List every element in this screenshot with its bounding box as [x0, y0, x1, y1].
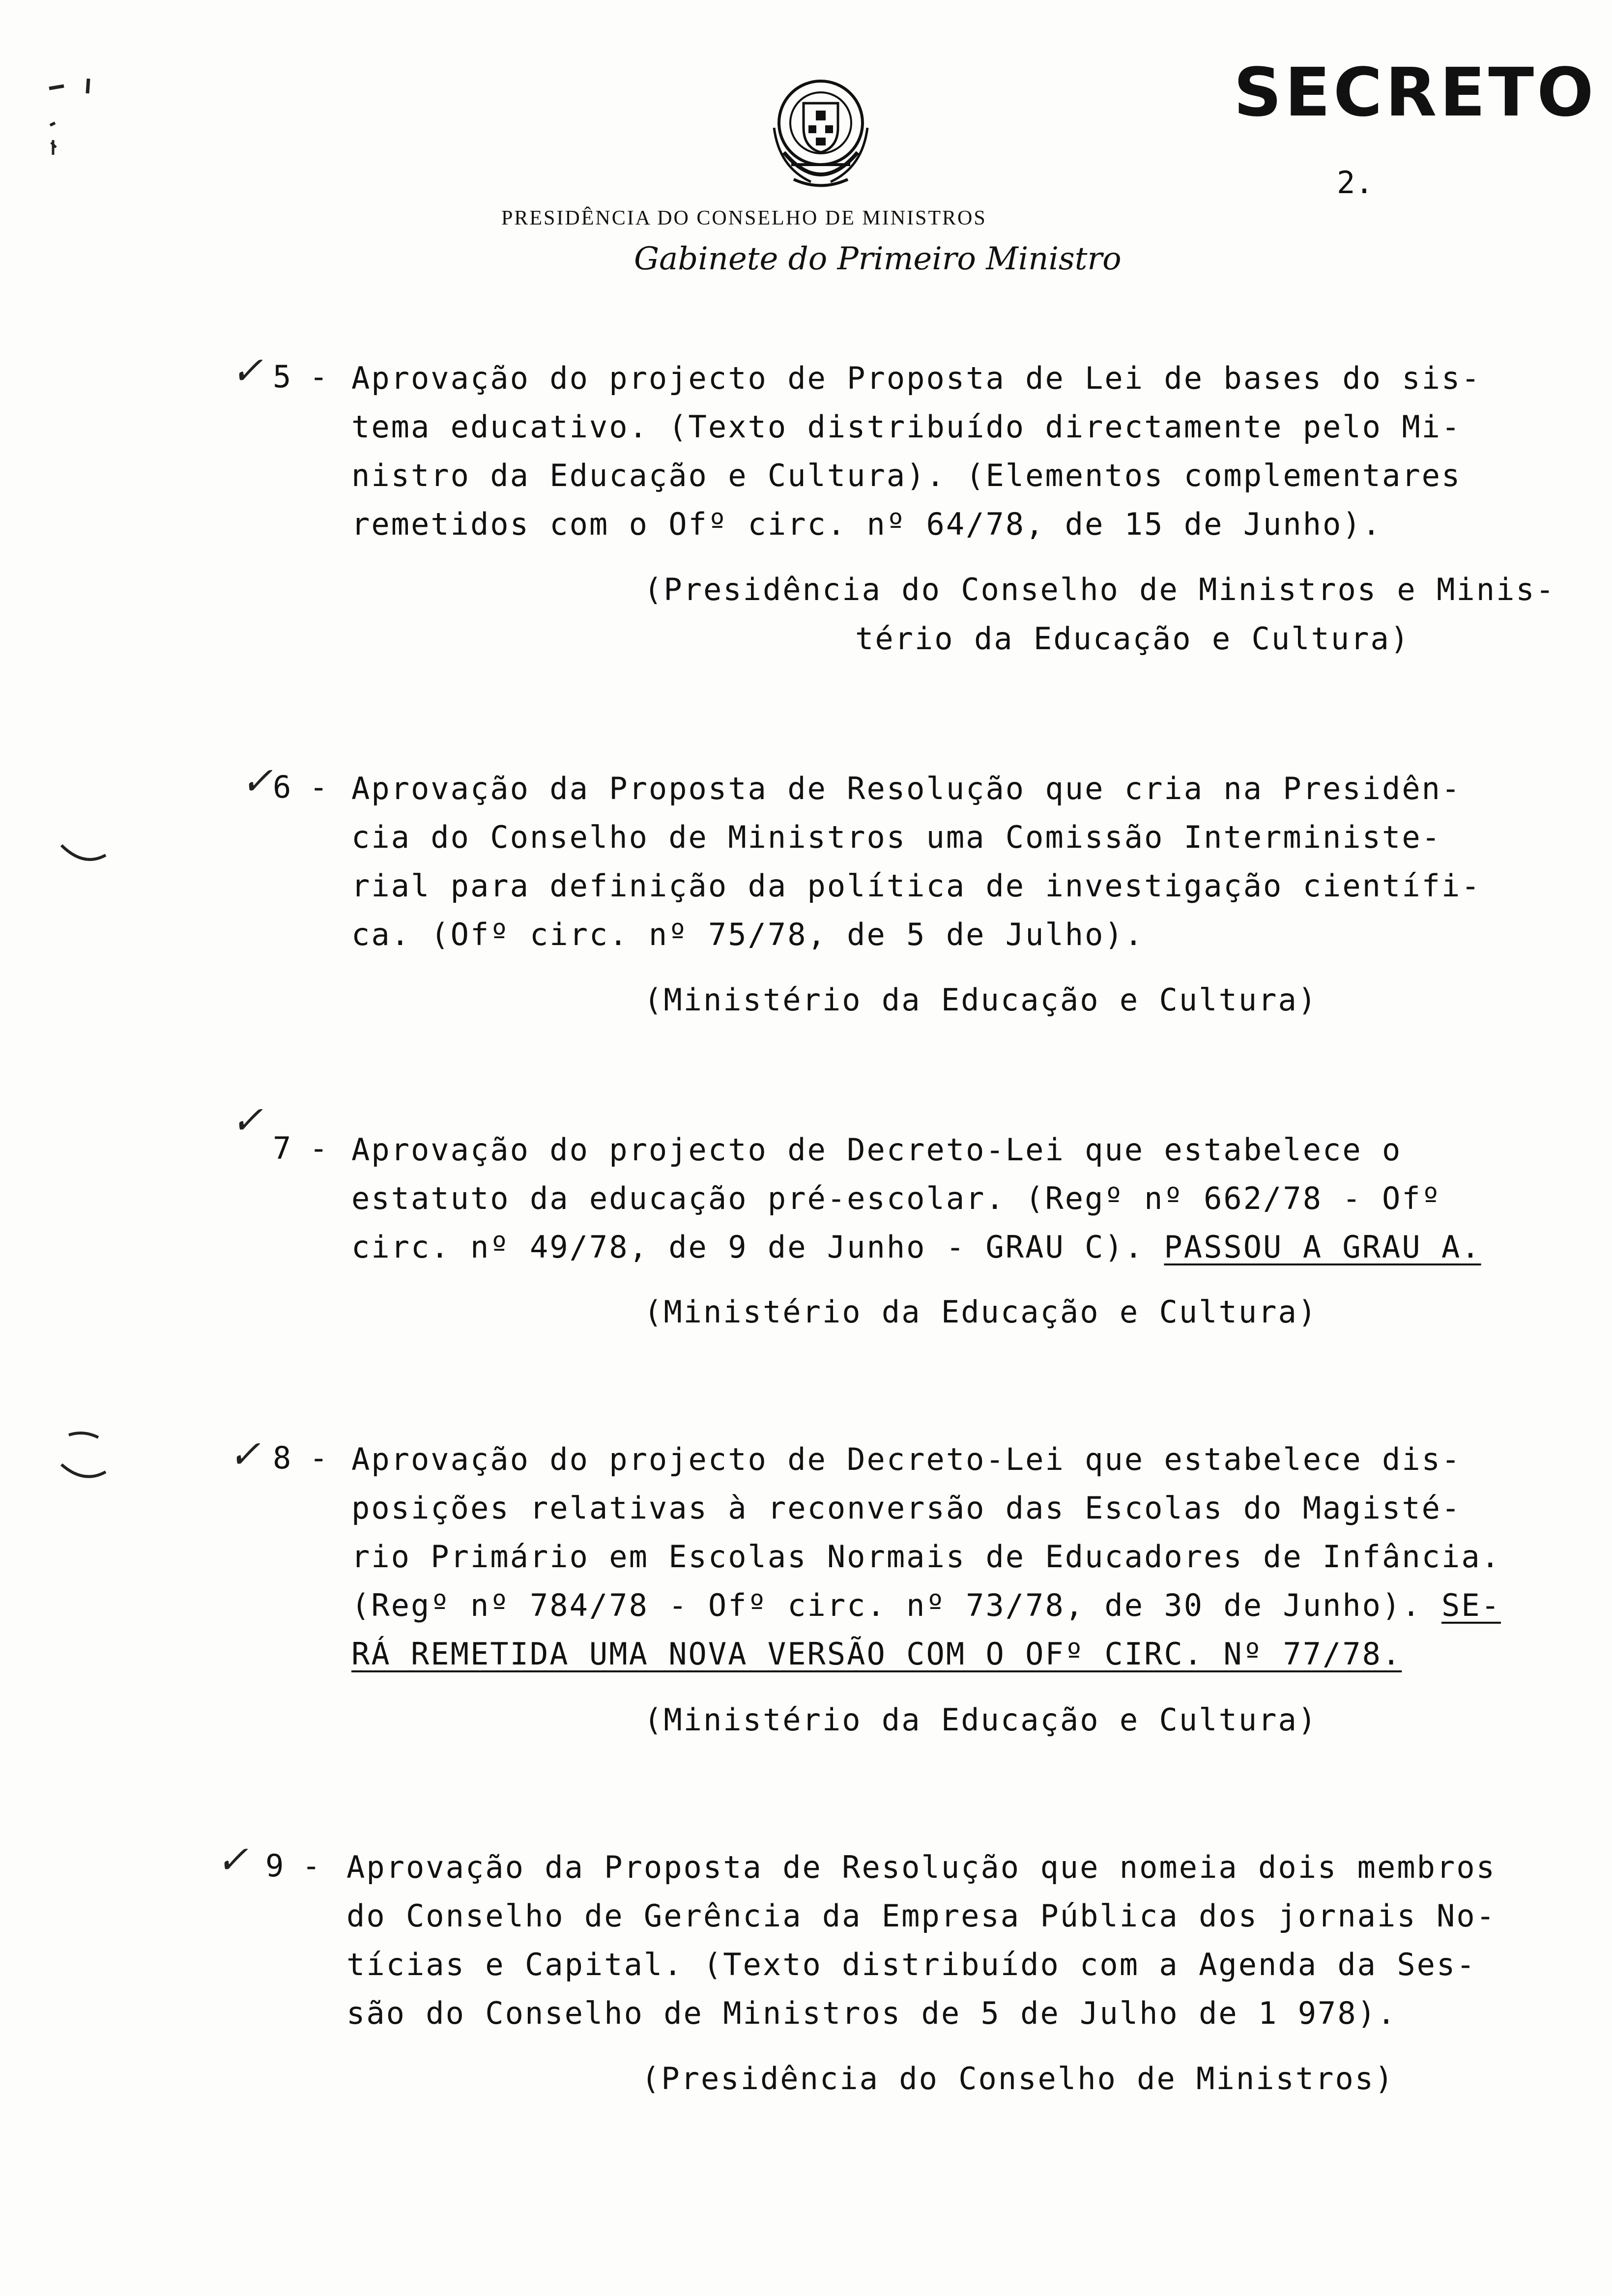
item-text-line: (Regº nº 784/78 - Ofº circ. nº 73/78, de 30 de Junho).	[351, 1587, 1422, 1623]
check-mark-icon: ✓	[231, 1098, 263, 1143]
ministry-line: (Ministério da Educação e Cultura)	[644, 1702, 1318, 1738]
margin-mark-hole-1	[59, 835, 108, 870]
item-text-line: circ. nº 49/78, de 9 de Junho - GRAU C).	[351, 1229, 1145, 1265]
item-text-line: cia do Conselho de Ministros uma Comissão Interministe-	[351, 819, 1441, 855]
item-text-line: são do Conselho de Ministros de 5 de Julho de 1 978).	[346, 1995, 1397, 2031]
item-text-line: rio Primário em Escolas Normais de Educadores de Infância.	[351, 1539, 1501, 1575]
status-note-underlined: SE-	[1441, 1587, 1501, 1623]
item-text-line: Aprovação do projecto de Decreto-Lei que estabelece dis-	[351, 1441, 1462, 1477]
item-text-line: Aprovação do projecto de Decreto-Lei que estabelece o	[351, 1132, 1402, 1168]
office-heading: Gabinete do Primeiro Ministro	[634, 241, 1122, 277]
check-mark-icon: ✓	[231, 349, 263, 393]
item-text-line: estatuto da educação pré-escolar. (Regº nº 662/78 - Ofº	[351, 1180, 1441, 1216]
classification-stamp: SECRETO	[1234, 54, 1597, 132]
item-number: 7 -	[273, 1130, 328, 1166]
item-text-line: do Conselho de Gerência da Empresa Pública dos jornais No-	[346, 1898, 1496, 1934]
item-number: 8 -	[273, 1440, 328, 1476]
item-text-line: rial para definição da política de investigação científi-	[351, 868, 1481, 904]
ministry-line: (Presidência do Conselho de Ministros)	[641, 2061, 1395, 2096]
item-text-line: Aprovação do projecto de Proposta de Lei de bases do sis-	[351, 360, 1481, 396]
item-number: 5 -	[273, 359, 328, 395]
ministry-line: (Ministério da Educação e Cultura)	[644, 1294, 1318, 1330]
ministry-line: tério da Educação e Cultura)	[855, 621, 1410, 657]
check-mark-icon: ✓	[216, 1838, 249, 1882]
item-text-line: ca. (Ofº circ. nº 75/78, de 5 de Julho).	[351, 917, 1145, 952]
ministry-line: (Presidência do Conselho de Ministros e Minis-	[644, 572, 1556, 607]
item-text-line: remetidos com o Ofº circ. nº 64/78, de 15 de Junho).	[351, 506, 1382, 542]
status-note-underlined: RÁ REMETIDA UMA NOVA VERSÃO COM O OFº CIRC. Nº 77/78.	[351, 1636, 1402, 1672]
check-mark-icon: ✓	[229, 1433, 261, 1477]
page-number: 2.	[1337, 165, 1374, 201]
item-number: 6 -	[273, 769, 328, 805]
item-text-line: tema educativo. (Texto distribuído directamente pelo Mi-	[351, 409, 1462, 445]
margin-mark-hole-2	[59, 1425, 108, 1489]
margin-mark-top	[44, 74, 103, 172]
status-note-underlined: PASSOU A GRAU A.	[1164, 1229, 1481, 1265]
item-text-line: Aprovação da Proposta de Resolução que nomeia dois membros	[346, 1849, 1496, 1885]
item-text-line: tícias e Capital. (Texto distribuído com a Agenda da Ses-	[346, 1947, 1476, 1982]
item-number: 9 -	[265, 1848, 320, 1884]
item-text-line: posições relativas à reconversão das Escolas do Magisté-	[351, 1490, 1462, 1526]
coat-of-arms-emblem	[764, 69, 877, 197]
check-mark-icon: ✓	[241, 759, 273, 804]
item-text-line: nistro da Educação e Cultura). (Elementos complementares	[351, 458, 1462, 493]
ministry-line: (Ministério da Educação e Cultura)	[644, 982, 1318, 1018]
institution-heading: PRESIDÊNCIA DO CONSELHO DE MINISTROS	[501, 207, 987, 230]
item-text-line: Aprovação da Proposta de Resolução que cria na Presidên-	[351, 771, 1462, 806]
